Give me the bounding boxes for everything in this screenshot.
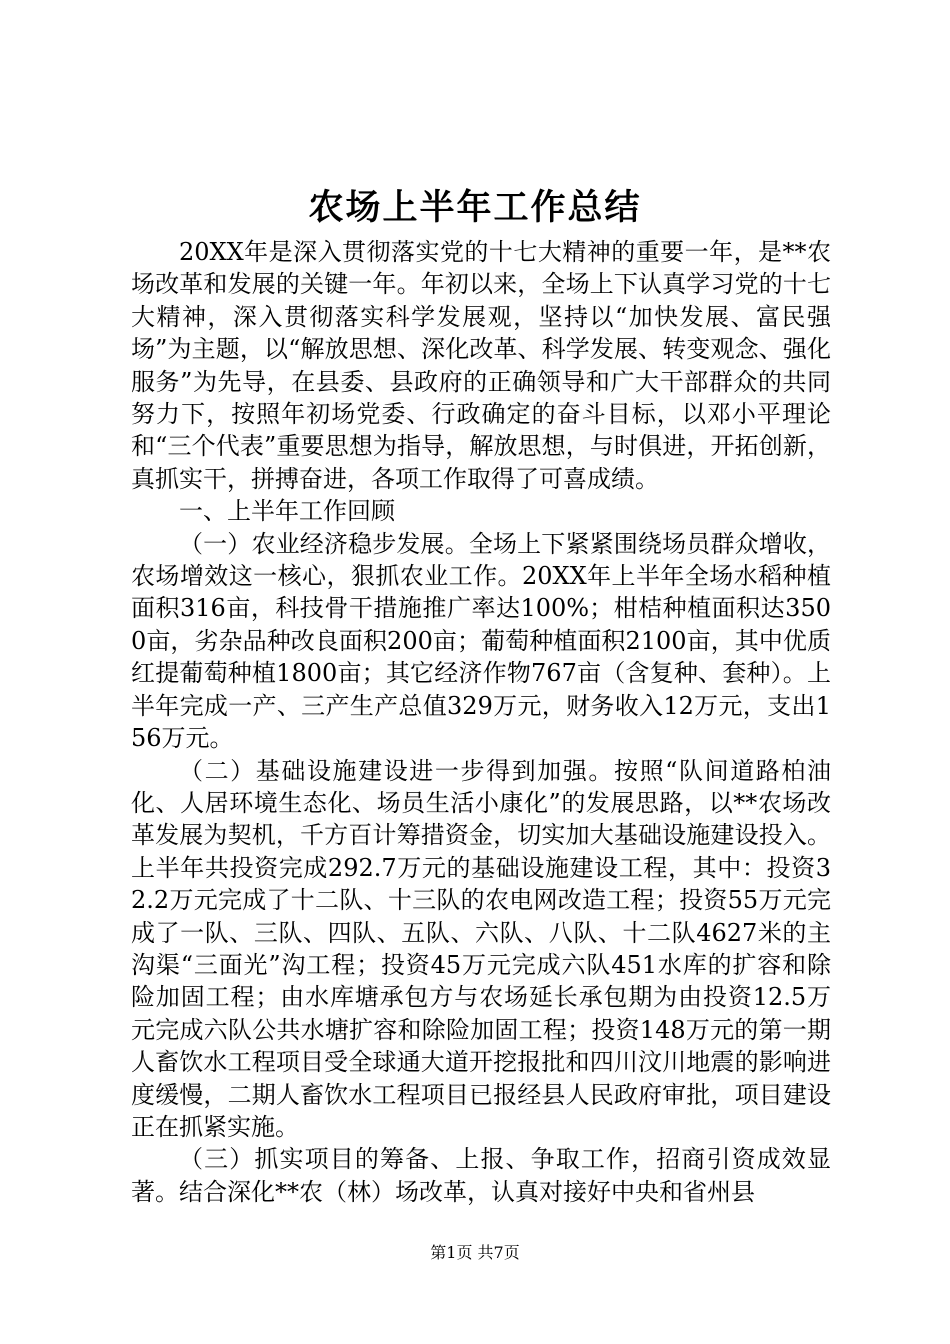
paragraph-agriculture: （一）农业经济稳步发展。全场上下紧紧围绕场员群众增收，农场增效这一核心，狠抓农业工作。20XX年上半年全场水稻种植面积316亩，科技骨干措施推广率达100%；柑桔种植面积达3500亩，劣杂品种改良面积200亩；葡萄种植面积2100亩，其中优质红提葡萄种植1800亩；其它经济作物767亩（含复种、套种）。上半年完成一产、三产生产总值329万元，财务收入12万元，支出156万元。: [131, 529, 831, 753]
page-footer: 第1页 共7页: [430, 1243, 520, 1262]
document-body: [131, 236, 831, 1208]
paragraph-projects: （三）抓实项目的筹备、上报、争取工作，招商引资成效显著。结合深化**农（林）场改革，认真对接好中央和省州县: [131, 1145, 831, 1206]
section-heading: 一、上半年工作回顾: [179, 497, 395, 526]
paragraph-infrastructure: （二）基础设施建设进一步得到加强。按照“队间道路柏油化、人居环境生态化、场员生活小康化”的发展思路，以**农场改革发展为契机，千方百计筹措资金，切实加大基础设施建设投入。上半年共投资完成292.7万元的基础设施建设工程，其中：投资32.2万元完成了十二队、十三队的农电网改造工程；投资55万元完成了一队、三队、四队、五队、六队、八队、十二队4627米的主沟渠“三面光”沟工程；投资45万元完成六队451水库的扩容和除险加固工程；由水库塘承包方与农场延长承包期为由投资12.5万元完成六队公共水塘扩容和除险加固工程；投资148万元的第一期人畜饮水工程项目受全球通大道开挖报批和四川汶川地震的影响进度缓慢，二期人畜饮水工程项目已报经县人民政府审批，项目建设正在抓紧实施。: [131, 756, 831, 1141]
paragraph-intro: 20XX年是深入贯彻落实党的十七大精神的重要一年，是**农场改革和发展的关键一年。年初以来，全场上下认真学习党的十七大精神，深入贯彻落实科学发展观，坚持以“加快发展、富民强场”为主题，以“解放思想、深化改革、科学发展、转变观念、强化服务”为先导，在县委、县政府的正确领导和广大干部群众的共同努力下，按照年初场党委、行政确定的奋斗目标，以邓小平理论和“三个代表”重要思想为指导，解放思想，与时俱进，开拓创新，真抓实干，拼搏奋进，各项工作取得了可喜成绩。: [131, 238, 831, 493]
document-title: 农场上半年工作总结: [308, 187, 642, 228]
